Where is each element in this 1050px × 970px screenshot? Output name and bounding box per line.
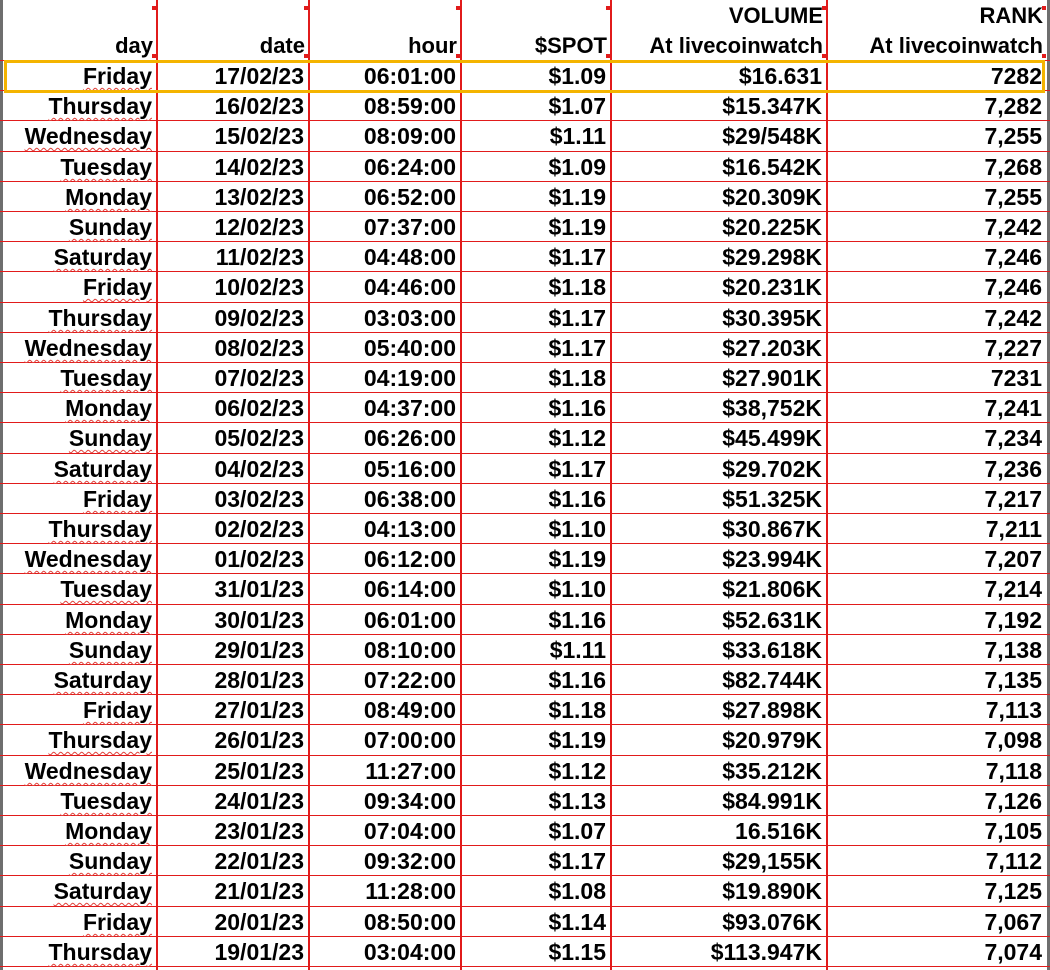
cell-hour[interactable]: 08:10:00 [363,637,456,663]
cell-date[interactable]: 23/01/23 [214,818,304,844]
cell-rank[interactable]: 7,138 [984,637,1042,663]
cell-day[interactable]: Wednesday [24,123,152,149]
cell-day[interactable]: Thursday [48,516,152,542]
cell-date[interactable]: 20/01/23 [214,909,304,935]
cell-hour[interactable]: 11:28:00 [365,878,456,904]
cell-date[interactable]: 05/02/23 [214,425,304,451]
cell-date[interactable]: 30/01/23 [214,607,304,633]
cell-spot[interactable]: $1.19 [548,184,606,210]
cell-spot[interactable]: $1.07 [548,818,606,844]
cell-date[interactable]: 17/02/23 [214,63,304,89]
cell-day[interactable]: Tuesday [60,576,152,602]
cell-volume[interactable]: $20.231K [722,274,822,300]
cell-rank[interactable]: 7,282 [984,93,1042,119]
cell-date[interactable]: 28/01/23 [214,667,304,693]
cell-rank[interactable]: 7,074 [984,939,1042,965]
cell-day[interactable]: Tuesday [60,154,152,180]
cell-hour[interactable]: 05:16:00 [363,456,456,482]
cell-hour[interactable]: 08:50:00 [363,909,456,935]
cell-day[interactable]: Friday [82,274,152,300]
cell-hour[interactable]: 09:34:00 [363,788,456,814]
cell-corner-marker [152,6,156,10]
cell-spot[interactable]: $1.11 [549,123,606,149]
cell-volume[interactable]: $29/548K [722,123,822,149]
cell-day[interactable]: Tuesday [60,365,152,391]
cell-day[interactable]: Tuesday [60,788,152,814]
cell-spot[interactable]: $1.17 [548,335,606,361]
cell-volume[interactable]: $23.994K [722,546,822,572]
cell-volume[interactable]: $20.309K [722,184,822,210]
cell-day[interactable]: Thursday [48,305,152,331]
cell-hour[interactable]: 07:37:00 [363,214,456,240]
cell-day[interactable]: Friday [82,697,152,723]
cell-date[interactable]: 25/01/23 [214,758,304,784]
cell-volume[interactable]: $93.076K [722,909,822,935]
cell-rank[interactable]: 7231 [990,365,1042,391]
cell-hour[interactable]: 04:19:00 [363,365,456,391]
cell-volume[interactable]: $27.203K [722,335,822,361]
cell-corner-marker [304,6,308,10]
cell-day[interactable]: Sunday [68,425,152,451]
cell-rank[interactable]: 7,242 [984,305,1042,331]
cell-spot[interactable]: $1.10 [548,516,606,542]
cell-rank[interactable]: 7,236 [984,456,1042,482]
cell-rank[interactable]: 7,214 [984,576,1042,602]
cell-day[interactable]: Saturday [53,456,152,482]
cell-hour[interactable]: 06:38:00 [363,486,456,512]
cell-hour[interactable]: 04:37:00 [363,395,456,421]
cell-volume[interactable]: $29.298K [722,244,822,270]
cell-date[interactable]: 04/02/23 [214,456,304,482]
cell-date[interactable]: 19/01/23 [214,939,304,965]
cell-spot[interactable]: $1.17 [548,848,606,874]
cell-spot[interactable]: $1.18 [548,697,606,723]
cell-volume[interactable]: $38,752K [722,395,822,421]
cell-spot[interactable]: $1.17 [548,305,606,331]
cell-day[interactable]: Sunday [68,637,152,663]
cell-day[interactable]: Monday [65,184,152,210]
cell-day[interactable]: Sunday [68,848,152,874]
cell-day[interactable]: Friday [82,63,152,89]
cell-volume[interactable]: $113.947K [710,939,822,965]
cell-day[interactable]: Saturday [53,878,152,904]
cell-volume[interactable]: 16.516K [735,818,822,844]
cell-hour[interactable]: 06:14:00 [363,576,456,602]
cell-spot[interactable]: $1.07 [548,93,606,119]
cell-day[interactable]: Saturday [53,244,152,270]
cell-day[interactable]: Monday [65,607,152,633]
cell-date[interactable]: 31/01/23 [214,576,304,602]
cell-hour[interactable]: 06:01:00 [363,607,456,633]
cell-date[interactable]: 10/02/23 [214,274,304,300]
cell-spot[interactable]: $1.18 [548,365,606,391]
cell-volume[interactable]: $33.618K [722,637,822,663]
cell-day[interactable]: Friday [82,909,152,935]
cell-volume[interactable]: $51.325K [722,486,822,512]
cell-date[interactable]: 13/02/23 [214,184,304,210]
cell-rank[interactable]: 7,126 [984,788,1042,814]
cell-spot[interactable]: $1.19 [548,546,606,572]
column-header-rank-line1[interactable]: RANK [979,3,1043,28]
cell-volume[interactable]: $21.806K [722,576,822,602]
cell-hour[interactable]: 06:26:00 [363,425,456,451]
column-header-spot[interactable]: $SPOT [534,33,607,58]
column-header-date[interactable]: date [259,33,305,58]
cell-rank[interactable]: 7,125 [984,878,1042,904]
cell-hour[interactable]: 07:04:00 [363,818,456,844]
cell-rank[interactable]: 7,242 [984,214,1042,240]
cell-volume[interactable]: $52.631K [722,607,822,633]
cell-hour[interactable]: 08:49:00 [363,697,456,723]
cell-rank[interactable]: 7,113 [985,697,1042,723]
cell-day[interactable]: Monday [65,818,152,844]
cell-volume[interactable]: $29.702K [722,456,822,482]
cell-rank[interactable]: 7,098 [984,727,1042,753]
cell-date[interactable]: 21/01/23 [214,878,304,904]
cell-day[interactable]: Wednesday [24,546,152,572]
cell-hour[interactable]: 06:01:00 [363,63,456,89]
cell-hour[interactable]: 03:03:00 [363,305,456,331]
cell-day[interactable]: Wednesday [24,335,152,361]
cell-day[interactable]: Monday [65,395,152,421]
cell-date[interactable]: 16/02/23 [214,93,304,119]
cell-date[interactable]: 26/01/23 [214,727,304,753]
cell-day[interactable]: Thursday [48,939,152,965]
cell-date[interactable]: 07/02/23 [214,365,304,391]
cell-rank[interactable]: 7,112 [985,848,1042,874]
cell-volume[interactable]: $20.225K [722,214,822,240]
cell-hour[interactable]: 07:22:00 [363,667,456,693]
cell-hour[interactable]: 09:32:00 [363,848,456,874]
cell-hour[interactable]: 06:24:00 [363,154,456,180]
cell-day[interactable]: Thursday [48,93,152,119]
cell-rank[interactable]: 7,246 [984,244,1042,270]
cell-spot[interactable]: $1.12 [548,425,606,451]
cell-volume[interactable]: $19.890K [722,878,822,904]
cell-volume[interactable]: $27.901K [722,365,822,391]
cell-rank[interactable]: 7,255 [984,184,1042,210]
cell-rank[interactable]: 7,105 [984,818,1042,844]
cell-date[interactable]: 27/01/23 [214,697,304,723]
cell-spot[interactable]: $1.16 [548,667,606,693]
cell-date[interactable]: 06/02/23 [214,395,304,421]
cell-spot[interactable]: $1.18 [548,274,606,300]
cell-corner-marker [606,6,610,10]
cell-date[interactable]: 22/01/23 [214,848,304,874]
cell-day[interactable]: Wednesday [24,758,152,784]
cell-rank[interactable]: 7,241 [984,395,1042,421]
cell-day[interactable]: Saturday [53,667,152,693]
cell-spot[interactable]: $1.17 [548,244,606,270]
cell-rank[interactable]: 7,211 [985,516,1042,542]
cell-rank[interactable]: 7,217 [984,486,1042,512]
cell-date[interactable]: 02/02/23 [214,516,304,542]
cell-rank[interactable]: 7,192 [984,607,1042,633]
cell-rank[interactable]: 7,067 [984,909,1042,935]
cell-day[interactable]: Thursday [48,727,152,753]
cell-volume[interactable]: $16.631 [738,63,822,89]
cell-date[interactable]: 01/02/23 [214,546,304,572]
cell-rank[interactable]: 7282 [990,63,1042,89]
cell-date[interactable]: 11/02/23 [215,244,304,270]
cell-volume[interactable]: $15.347K [722,93,822,119]
cell-volume[interactable]: $84.991K [722,788,822,814]
cell-hour[interactable]: 04:48:00 [363,244,456,270]
cell-volume[interactable]: $20.979K [722,727,822,753]
cell-date[interactable]: 12/02/23 [214,214,304,240]
cell-hour[interactable]: 08:59:00 [363,93,456,119]
cell-spot[interactable]: $1.09 [548,154,606,180]
cell-volume[interactable]: $30.395K [722,305,822,331]
cell-volume[interactable]: $35.212K [722,758,822,784]
cell-spot[interactable]: $1.17 [548,456,606,482]
cell-day[interactable]: Friday [82,486,152,512]
cell-rank[interactable]: 7,207 [984,546,1042,572]
cell-spot[interactable]: $1.19 [548,727,606,753]
cell-spot[interactable]: $1.08 [548,878,606,904]
cell-rank[interactable]: 7,268 [984,154,1042,180]
cell-hour[interactable]: 05:40:00 [363,335,456,361]
cell-hour[interactable]: 04:46:00 [363,274,456,300]
cell-rank[interactable]: 7,227 [984,335,1042,361]
cell-spot[interactable]: $1.13 [548,788,606,814]
cell-corner-marker [456,6,460,10]
cell-hour[interactable]: 06:52:00 [363,184,456,210]
column-header-hour[interactable]: hour [408,33,457,58]
cell-rank[interactable]: 7,255 [984,123,1042,149]
cell-date[interactable]: 24/01/23 [214,788,304,814]
cell-date[interactable]: 03/02/23 [214,486,304,512]
cell-volume[interactable]: $27.898K [722,697,822,723]
cell-spot[interactable]: $1.14 [548,909,606,935]
cell-hour[interactable]: 07:00:00 [363,727,456,753]
cell-volume[interactable]: $16.542K [722,154,822,180]
cell-date[interactable]: 08/02/23 [214,335,304,361]
cell-rank[interactable]: 7,135 [984,667,1042,693]
cell-volume[interactable]: $29,155K [722,848,822,874]
cell-spot[interactable]: $1.12 [548,758,606,784]
cell-rank[interactable]: 7,246 [984,274,1042,300]
cell-hour[interactable]: 06:12:00 [363,546,456,572]
cell-spot[interactable]: $1.15 [548,939,606,965]
cell-hour[interactable]: 03:04:00 [363,939,456,965]
cell-hour[interactable]: 04:13:00 [363,516,456,542]
cell-date[interactable]: 14/02/23 [214,154,304,180]
cell-spot[interactable]: $1.11 [549,637,606,663]
cell-rank[interactable]: 7,118 [985,758,1042,784]
cell-date[interactable]: 29/01/23 [214,637,304,663]
cell-hour[interactable]: 11:27:00 [365,758,456,784]
cell-spot[interactable]: $1.10 [548,576,606,602]
column-header-volume-line1[interactable]: VOLUME [728,3,823,28]
column-header-rank[interactable]: At livecoinwatch [869,33,1043,58]
cell-spot[interactable]: $1.16 [548,486,606,512]
cell-spot[interactable]: $1.16 [548,395,606,421]
cell-spot[interactable]: $1.16 [548,607,606,633]
cell-date[interactable]: 09/02/23 [214,305,304,331]
cell-volume[interactable]: $82.744K [722,667,822,693]
column-header-day[interactable]: day [115,33,153,58]
cell-hour[interactable]: 08:09:00 [363,123,456,149]
cell-spot[interactable]: $1.09 [548,63,606,89]
cell-date[interactable]: 15/02/23 [214,123,304,149]
cell-day[interactable]: Sunday [68,214,152,240]
cell-volume[interactable]: $30.867K [722,516,822,542]
cell-volume[interactable]: $45.499K [722,425,822,451]
column-header-volume[interactable]: At livecoinwatch [649,33,823,58]
cell-rank[interactable]: 7,234 [984,425,1042,451]
cell-spot[interactable]: $1.19 [548,214,606,240]
